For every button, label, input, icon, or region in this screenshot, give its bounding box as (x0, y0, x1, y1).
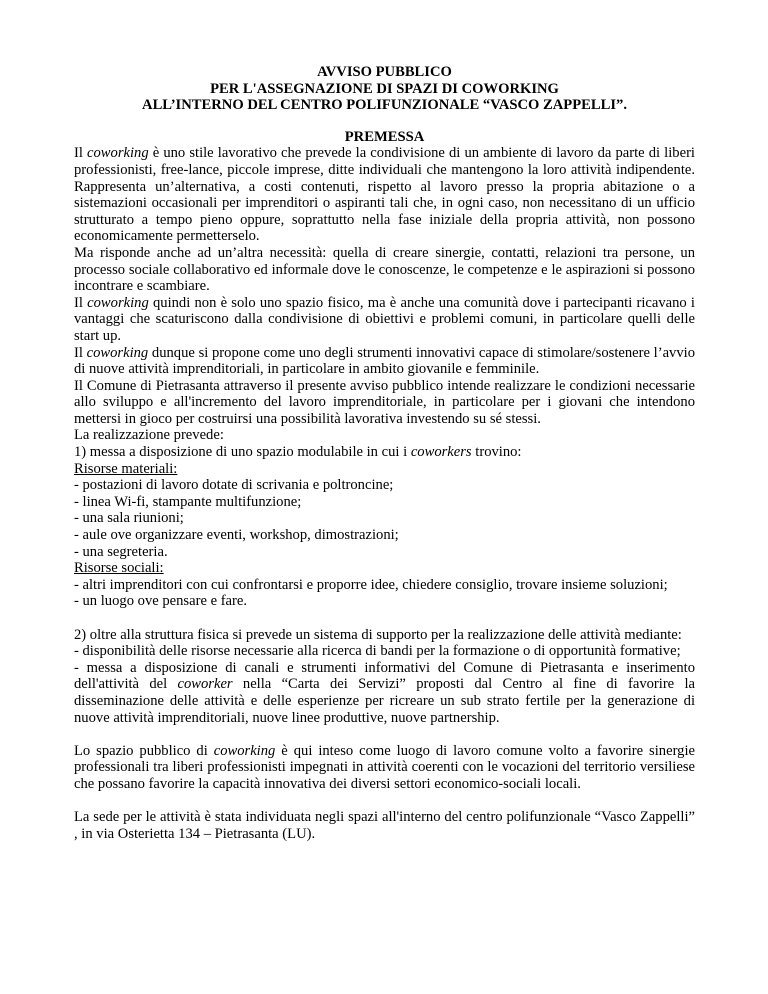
paragraph-point-2: 2) oltre alla struttura fisica si prevede un sistema di supporto per la realizzazione delle attività mediante: (74, 626, 682, 643)
paragraph-bandi: - disponibilità delle risorse necessarie alla ricerca di bandi per la formazione o di opportunità formative; (74, 643, 681, 660)
list-item: - linea Wi-fi, stampante multifunzione; (74, 493, 302, 510)
paragraph-canali: - messa a disposizione di canali e strumenti informativi del Comune di Pietrasanta e inserimento dell'attività del coworker nella “Carta dei Servizi” proposti dal Centro al fine di favorire la disseminazione delle attività e delle esperienze per ricreare un sub strato fertile per la generazione di nuove attività imprenditoriali, nuove linee produttive, nuove partnership. (74, 659, 695, 726)
paragraph-sede: La sede per le attività è stata individuata negli spazi all'interno del centro polifunzionale “Vasco Zappelli” , in via Osterietta 134 – Pietrasanta (LU). (74, 809, 695, 842)
list-item: - postazioni di lavoro dotate di scrivania e poltroncine; (74, 477, 394, 494)
title-line-2: PER L'ASSEGNAZIONE DI SPAZI DI COWORKING (210, 80, 559, 97)
paragraph-innovation: Il coworking dunque si propone come uno degli strumenti innovativi capace di stimolare/sostenere l’avvio di nuove attività imprenditoriali, in particolare in ambito giovanile e femminile. (74, 344, 695, 378)
list-item: - una sala riunioni; (74, 510, 184, 527)
document-title (74, 64, 695, 114)
list-item: - una segreteria. (74, 543, 168, 560)
risorse-sociali-heading: Risorse sociali: (74, 560, 164, 577)
list-item: - un luogo ove pensare e fare. (74, 593, 248, 610)
paragraph-point-1: 1) messa a disposizione di uno spazio modulabile in cui i coworkers trovino: (74, 444, 522, 461)
title-line-3: ALL’INTERNO DEL CENTRO POLIFUNZIONALE “VASCO ZAPPELLI”. (142, 97, 627, 114)
paragraph-spazio-pubblico: Lo spazio pubblico di coworking è qui inteso come luogo di lavoro comune volto a favorire sinergie professionali tra liberi professionisti impegnati in attività coerenti con le vocazioni del territorio versiliese che possano favorire la capacità innovativa dei diversi settori economico-sociali locali. (74, 742, 695, 792)
title-line-1: AVVISO PUBBLICO (317, 64, 452, 80)
list-item: - aule ove organizzare eventi, workshop, dimostrazioni; (74, 527, 399, 544)
section-title-premessa: PREMESSA (344, 128, 425, 145)
paragraph-comune: Il Comune di Pietrasanta attraverso il presente avviso pubblico intende realizzare le condizioni necessarie allo sviluppo e all'incremento del lavoro imprenditoriale, in particolare per i giovani che intendono mettersi in gioco per costruirsi una possibilità lavorativa investendo su sé stessi. (74, 377, 695, 427)
risorse-materiali-heading: Risorse materiali: (74, 460, 178, 477)
paragraph-realizzazione: La realizzazione prevede: (74, 427, 224, 444)
paragraph-synergies: Ma risponde anche ad un’altra necessità: quella di creare sinergie, contatti, relazioni tra persone, un processo sociale collaborativo ed informale dove le conoscenze, le competenze e le aspirazioni si possono incontrare e scambiare. (74, 244, 695, 295)
document-page (74, 64, 695, 842)
list-item: - altri imprenditori con cui confrontarsi e proporre idee, chiedere consiglio, trovare insieme soluzioni; (74, 576, 668, 593)
paragraph-coworking-definition: Il coworking è uno stile lavorativo che prevede la condivisione di un ambiente di lavoro da parte di liberi professionisti, free-lance, piccole imprese, ditte individuali che mantengono la loro attività indipendente. Rappresenta un’alternativa, a costi contenuti, rispetto al lavoro presso la propria abitazione o a sistemazioni occasionali per imprenditori o aspiranti tali che, in ogni caso, non necessitano di un ufficio strutturato a tempo pieno oppure, soprattutto nella fase iniziale della propria attività, non possono economicamente permetterselo. (74, 145, 695, 245)
paragraph-community: Il coworking quindi non è solo uno spazio fisico, ma è anche una comunità dove i partecipanti ricavano i vantaggi che scaturiscono dalla condivisione di obiettivi e problemi comuni, in particolare quelli delle start up. (74, 294, 695, 344)
